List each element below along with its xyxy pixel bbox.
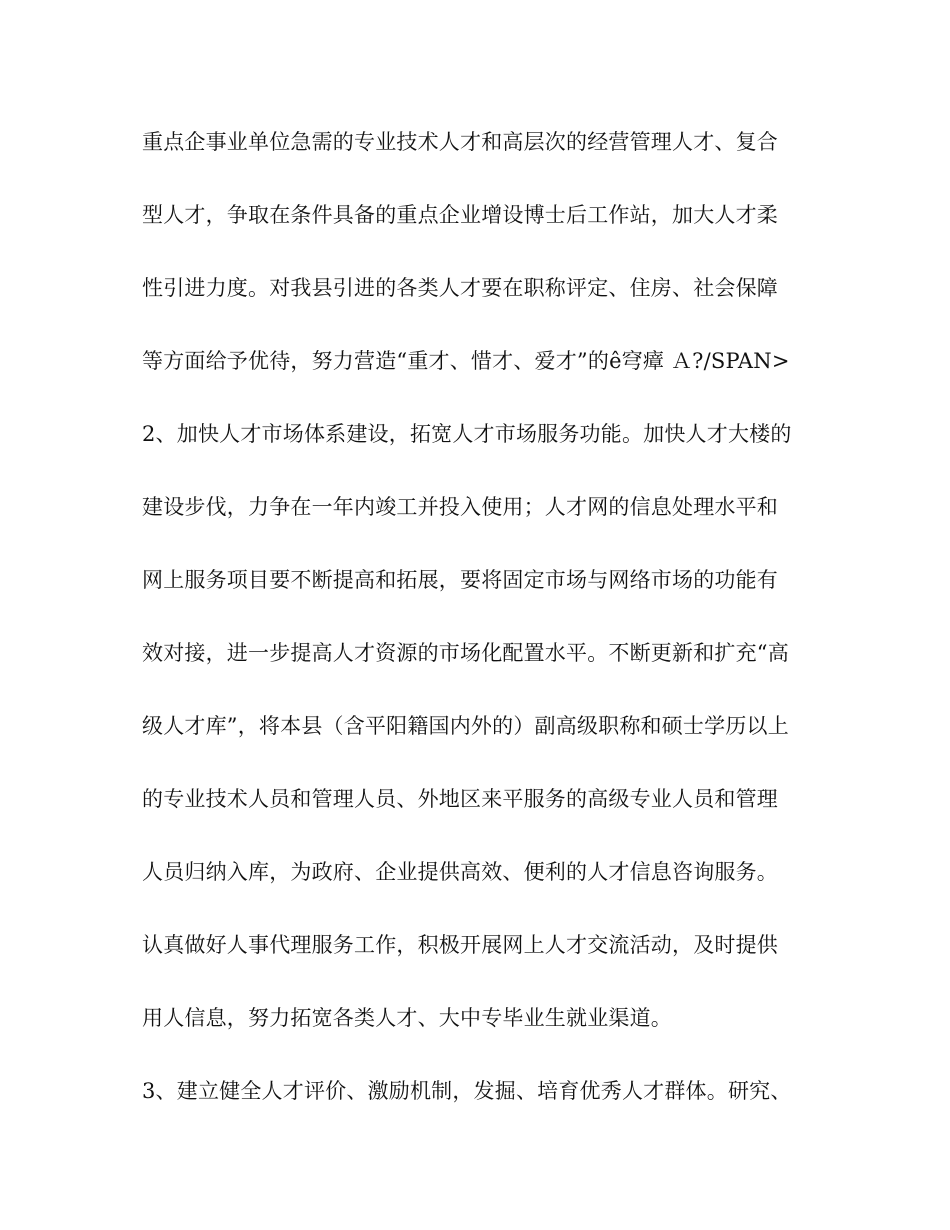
text-line: 重点企事业单位急需的专业技术人才和高层次的经营管理人才、复合 [142, 130, 778, 154]
text-line: 网上服务项目要不断提高和拓展，要将固定市场与网络市场的功能有 [142, 568, 778, 592]
text-line: 人员归纳入库，为政府、企业提供高效、便利的人才信息咨询服务。 [142, 860, 778, 884]
text-line: 等方面给予优待，努力营造“重才、惜才、爱才”的ê穹瘴 Ａ?/SPAN> [142, 349, 790, 373]
text-line: 型人才，争取在条件具备的重点企业增设博士后工作站，加大人才柔 [142, 203, 778, 227]
text-line: 认真做好人事代理服务工作，积极开展网上人才交流活动，及时提供 [142, 933, 778, 957]
text-line: 效对接，进一步提高人才资源的市场化配置水平。不断更新和扩充“高 [142, 641, 789, 665]
text-line: 性引进力度。对我县引进的各类人才要在职称评定、住房、社会保障 [142, 276, 778, 300]
body-text [142, 124, 822, 1146]
text-line: 2、加快人才市场体系建设，拓宽人才市场服务功能。加快人才大楼的 [142, 422, 792, 446]
text-line: 的专业技术人员和管理人员、外地区来平服务的高级专业人员和管理 [142, 787, 778, 811]
text-line: 用人信息，努力拓宽各类人才、大中专毕业生就业渠道。 [142, 1006, 672, 1030]
text-line: 3、建立健全人才评价、激励机制，发掘、培育优秀人才群体。研究、 [142, 1079, 792, 1103]
text-line: 级人才库”，将本县（含平阳籍国内外的）副高级职称和硕士学历以上 [142, 714, 789, 738]
text-line: 建设步伐，力争在一年内竣工并投入使用；人才网的信息处理水平和 [142, 495, 778, 519]
